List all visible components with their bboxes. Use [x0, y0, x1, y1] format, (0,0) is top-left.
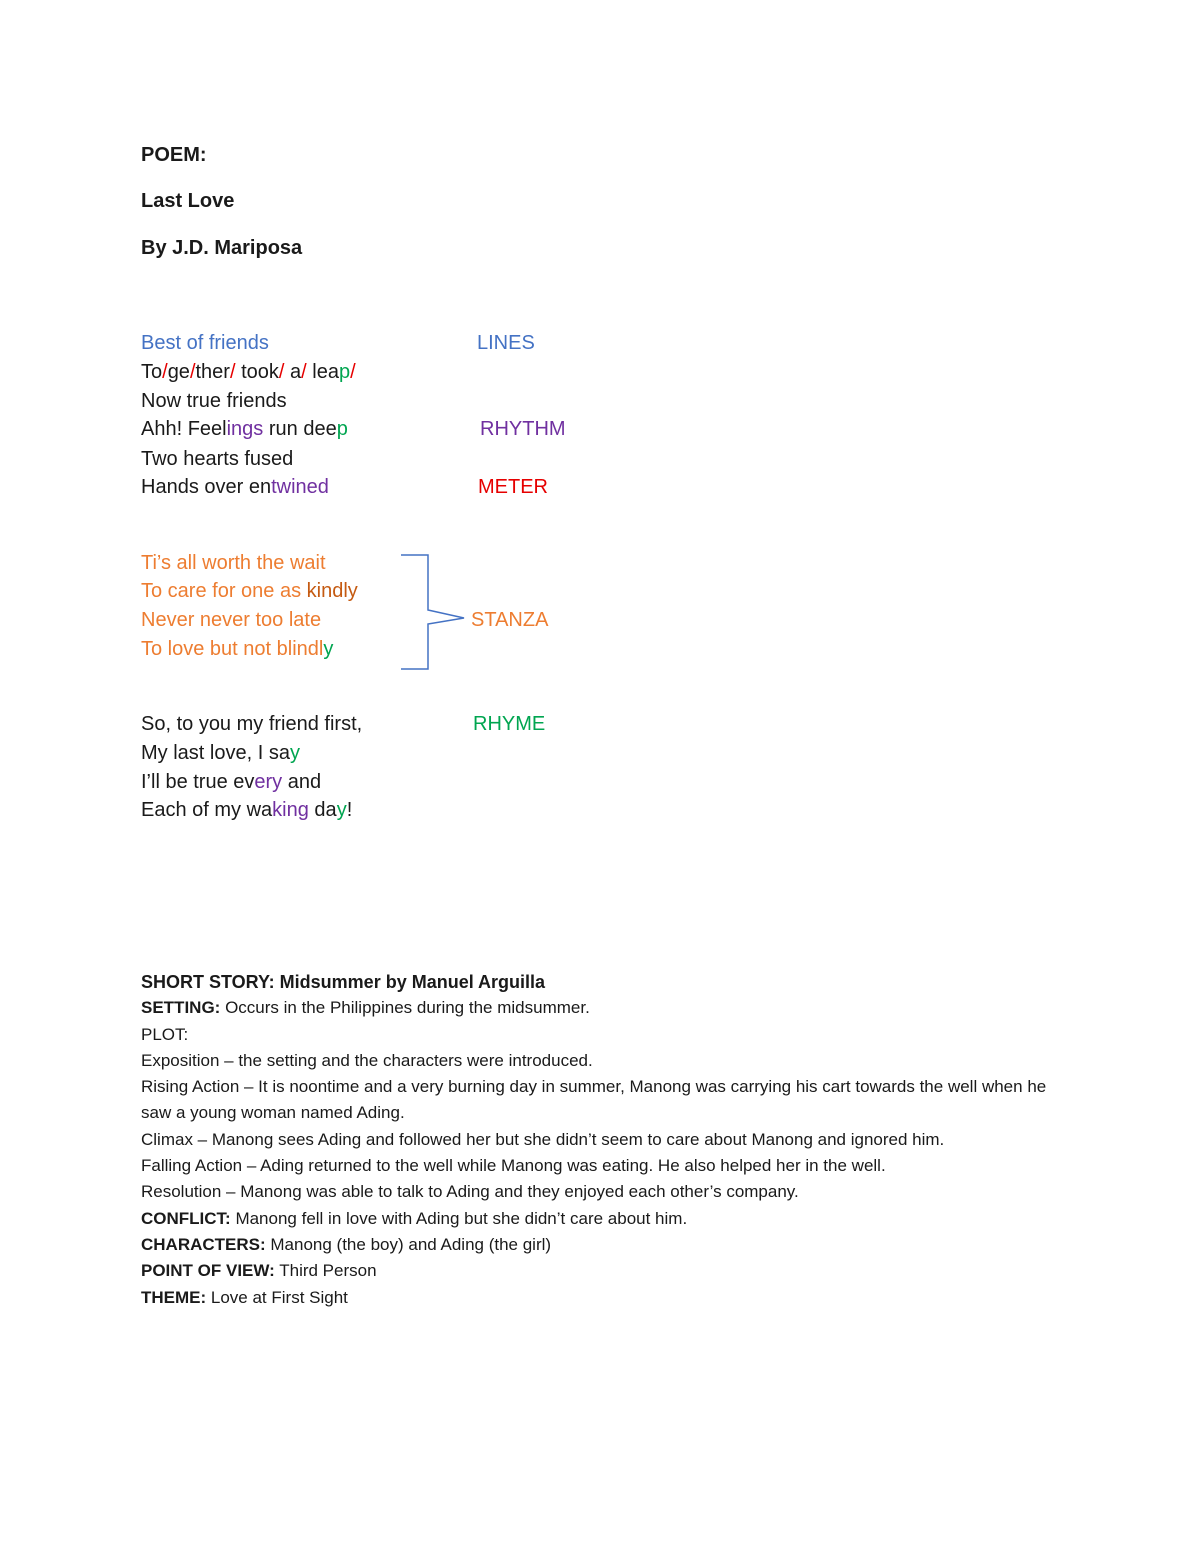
- poem-line: To care for one as kindly: [141, 580, 358, 602]
- poem-line: So, to you my friend first,: [141, 713, 363, 735]
- story-rising-action: Rising Action – It is noontime and a very burning day in summer, Manong was carrying his cart towards the well when he saw a young woman named Ading.: [141, 1077, 1047, 1123]
- label-lines: LINES: [477, 332, 535, 354]
- story-falling-action: Falling Action – Ading returned to the well while Manong was eating. He also helped her in the well.: [141, 1156, 886, 1176]
- poem-line: To love but not blindly: [141, 638, 334, 660]
- poem-title: Last Love: [141, 190, 235, 212]
- poem-line: My last love, I say: [141, 742, 300, 764]
- poem-line: I’ll be true every and: [141, 771, 322, 793]
- poem-line: Each of my waking day!: [141, 799, 353, 821]
- poem-line: Hands over entwined: [141, 476, 329, 498]
- story-title: SHORT STORY: Midsummer by Manuel Arguilla: [141, 972, 546, 992]
- story-characters: CHARACTERS: Manong (the boy) and Ading (the girl): [141, 1234, 552, 1254]
- poem-line: Now true friends: [141, 390, 287, 412]
- poem-line: Ti’s all worth the wait: [141, 552, 326, 574]
- poem-line: Best of friends: [141, 332, 269, 354]
- label-rhythm: RHYTHM: [480, 418, 566, 440]
- story-setting: SETTING: Occurs in the Philippines during the midsummer.: [141, 998, 590, 1018]
- poem-author: By J.D. Mariposa: [141, 237, 303, 259]
- story-theme: THEME: Love at First Sight: [141, 1287, 348, 1307]
- story-exposition: Exposition – the setting and the characters were introduced.: [141, 1050, 593, 1070]
- story-resolution: Resolution – Manong was able to talk to Ading and they enjoyed each other’s company.: [141, 1182, 799, 1202]
- story-plot-label: PLOT:: [141, 1024, 189, 1044]
- label-meter: METER: [478, 476, 548, 498]
- poem-heading: POEM:: [141, 144, 207, 166]
- stanza-brace: [396, 552, 466, 674]
- short-story-section: [141, 969, 1061, 1311]
- poem-line: Two hearts fused: [141, 448, 294, 470]
- label-stanza: STANZA: [471, 609, 549, 631]
- poem-line: Ahh! Feelings run deep: [141, 418, 348, 440]
- story-conflict: CONFLICT: Manong fell in love with Ading but she didn’t care about him.: [141, 1208, 688, 1228]
- story-climax: Climax – Manong sees Ading and followed her but she didn’t seem to care about Manong and ignored him.: [141, 1129, 945, 1149]
- poem-line: To/ge/ther/ took/ a/ leap/: [141, 361, 356, 383]
- poem-line: Never never too late: [141, 609, 322, 631]
- story-point-of-view: POINT OF VIEW: Third Person: [141, 1261, 377, 1281]
- label-rhyme: RHYME: [473, 713, 546, 735]
